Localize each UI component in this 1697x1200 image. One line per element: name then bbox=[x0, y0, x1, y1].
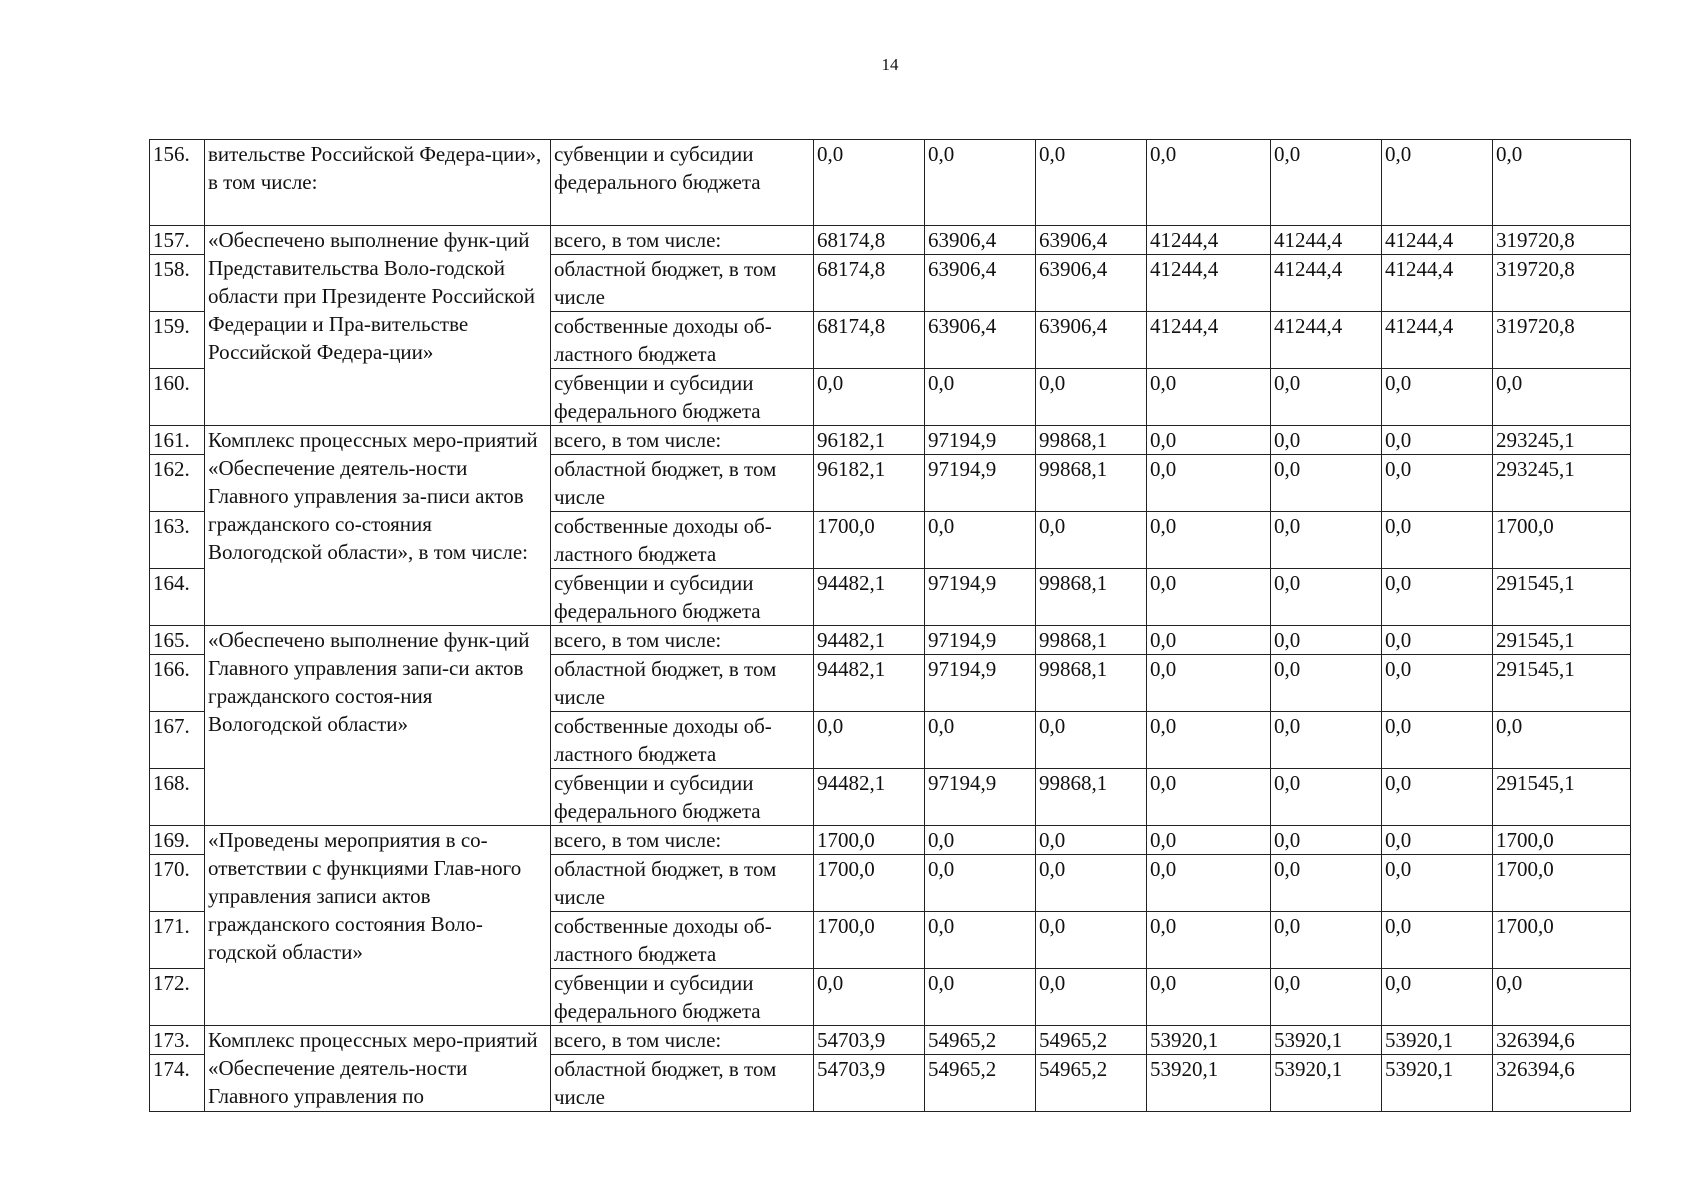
value-cell: 0,0 bbox=[1036, 912, 1147, 969]
row-description: Комплекс процессных меро-приятий «Обеспечение деятель-ности Главного управления по bbox=[205, 1026, 551, 1112]
value-cell: 0,0 bbox=[925, 855, 1036, 912]
value-cell: 99868,1 bbox=[1036, 769, 1147, 826]
value-cell: 99868,1 bbox=[1036, 569, 1147, 626]
table-row bbox=[150, 826, 1631, 855]
value-cell: 0,0 bbox=[1493, 969, 1631, 1026]
funding-source: областной бюджет, в том числе bbox=[551, 255, 814, 312]
value-cell: 63906,4 bbox=[1036, 255, 1147, 312]
value-cell: 94482,1 bbox=[814, 569, 925, 626]
row-description: Комплекс процессных меро-приятий «Обеспечение деятель-ности Главного управления за-писи актов гражданского со-стояния Вологодской области», в том числе: bbox=[205, 426, 551, 626]
value-cell: 97194,9 bbox=[925, 455, 1036, 512]
funding-source: собственные доходы об-ластного бюджета bbox=[551, 312, 814, 369]
row-number: 158. bbox=[150, 255, 205, 312]
value-cell: 0,0 bbox=[1271, 140, 1382, 226]
row-number: 157. bbox=[150, 226, 205, 255]
row-number: 170. bbox=[150, 855, 205, 912]
row-description: «Проведены мероприятия в со-ответствии с функциями Глав-ного управления записи актов гражданского состояния Воло-годской области» bbox=[205, 826, 551, 1026]
value-cell: 0,0 bbox=[1147, 712, 1271, 769]
row-number: 173. bbox=[150, 1026, 205, 1055]
value-cell: 0,0 bbox=[1036, 512, 1147, 569]
value-cell: 0,0 bbox=[1271, 626, 1382, 655]
value-cell: 94482,1 bbox=[814, 769, 925, 826]
value-cell: 0,0 bbox=[814, 969, 925, 1026]
row-number: 156. bbox=[150, 140, 205, 226]
value-cell: 1700,0 bbox=[1493, 855, 1631, 912]
row-number: 163. bbox=[150, 512, 205, 569]
row-number: 160. bbox=[150, 369, 205, 426]
value-cell: 0,0 bbox=[1382, 912, 1493, 969]
value-cell: 53920,1 bbox=[1271, 1026, 1382, 1055]
value-cell: 0,0 bbox=[1493, 140, 1631, 226]
value-cell: 0,0 bbox=[814, 369, 925, 426]
value-cell: 0,0 bbox=[1147, 369, 1271, 426]
value-cell: 97194,9 bbox=[925, 626, 1036, 655]
value-cell: 41244,4 bbox=[1147, 255, 1271, 312]
value-cell: 63906,4 bbox=[925, 255, 1036, 312]
funding-source: всего, в том числе: bbox=[551, 426, 814, 455]
value-cell: 41244,4 bbox=[1271, 226, 1382, 255]
value-cell: 0,0 bbox=[1147, 626, 1271, 655]
value-cell: 0,0 bbox=[925, 369, 1036, 426]
value-cell: 293245,1 bbox=[1493, 426, 1631, 455]
value-cell: 0,0 bbox=[1147, 826, 1271, 855]
value-cell: 99868,1 bbox=[1036, 426, 1147, 455]
value-cell: 291545,1 bbox=[1493, 769, 1631, 826]
table-row bbox=[150, 626, 1631, 655]
funding-source: областной бюджет, в том числе bbox=[551, 655, 814, 712]
value-cell: 0,0 bbox=[1271, 655, 1382, 712]
value-cell: 97194,9 bbox=[925, 426, 1036, 455]
value-cell: 41244,4 bbox=[1147, 226, 1271, 255]
value-cell: 1700,0 bbox=[1493, 912, 1631, 969]
value-cell: 53920,1 bbox=[1271, 1055, 1382, 1112]
funding-source: субвенции и субсидии федерального бюджета bbox=[551, 969, 814, 1026]
row-number: 162. bbox=[150, 455, 205, 512]
funding-source: собственные доходы об-ластного бюджета bbox=[551, 512, 814, 569]
funding-source: всего, в том числе: bbox=[551, 226, 814, 255]
value-cell: 0,0 bbox=[1147, 140, 1271, 226]
value-cell: 0,0 bbox=[925, 512, 1036, 569]
funding-source: субвенции и субсидии федерального бюджета bbox=[551, 769, 814, 826]
value-cell: 0,0 bbox=[1147, 912, 1271, 969]
value-cell: 99868,1 bbox=[1036, 655, 1147, 712]
value-cell: 0,0 bbox=[1382, 826, 1493, 855]
value-cell: 53920,1 bbox=[1147, 1055, 1271, 1112]
value-cell: 0,0 bbox=[1271, 969, 1382, 1026]
value-cell: 1700,0 bbox=[1493, 826, 1631, 855]
row-number: 164. bbox=[150, 569, 205, 626]
value-cell: 293245,1 bbox=[1493, 455, 1631, 512]
value-cell: 0,0 bbox=[1147, 426, 1271, 455]
value-cell: 97194,9 bbox=[925, 569, 1036, 626]
value-cell: 0,0 bbox=[1147, 855, 1271, 912]
value-cell: 0,0 bbox=[1036, 369, 1147, 426]
row-number: 174. bbox=[150, 1055, 205, 1112]
value-cell: 0,0 bbox=[1382, 769, 1493, 826]
value-cell: 0,0 bbox=[1271, 712, 1382, 769]
value-cell: 319720,8 bbox=[1493, 255, 1631, 312]
value-cell: 1700,0 bbox=[814, 512, 925, 569]
value-cell: 96182,1 bbox=[814, 426, 925, 455]
value-cell: 1700,0 bbox=[1493, 512, 1631, 569]
row-number: 169. bbox=[150, 826, 205, 855]
value-cell: 41244,4 bbox=[1382, 312, 1493, 369]
value-cell: 53920,1 bbox=[1382, 1026, 1493, 1055]
value-cell: 291545,1 bbox=[1493, 569, 1631, 626]
funding-source: субвенции и субсидии федерального бюджета bbox=[551, 569, 814, 626]
value-cell: 54965,2 bbox=[925, 1055, 1036, 1112]
value-cell: 63906,4 bbox=[1036, 226, 1147, 255]
value-cell: 41244,4 bbox=[1382, 226, 1493, 255]
table-row bbox=[150, 1026, 1631, 1055]
value-cell: 97194,9 bbox=[925, 769, 1036, 826]
row-number: 166. bbox=[150, 655, 205, 712]
value-cell: 41244,4 bbox=[1382, 255, 1493, 312]
value-cell: 0,0 bbox=[1271, 369, 1382, 426]
value-cell: 291545,1 bbox=[1493, 655, 1631, 712]
value-cell: 63906,4 bbox=[1036, 312, 1147, 369]
value-cell: 0,0 bbox=[1036, 140, 1147, 226]
row-number: 172. bbox=[150, 969, 205, 1026]
value-cell: 41244,4 bbox=[1271, 255, 1382, 312]
value-cell: 0,0 bbox=[925, 969, 1036, 1026]
value-cell: 97194,9 bbox=[925, 655, 1036, 712]
value-cell: 68174,8 bbox=[814, 312, 925, 369]
value-cell: 0,0 bbox=[1382, 969, 1493, 1026]
value-cell: 1700,0 bbox=[814, 912, 925, 969]
value-cell: 0,0 bbox=[1271, 912, 1382, 969]
value-cell: 63906,4 bbox=[925, 312, 1036, 369]
value-cell: 326394,6 bbox=[1493, 1055, 1631, 1112]
value-cell: 0,0 bbox=[1382, 569, 1493, 626]
value-cell: 0,0 bbox=[1036, 826, 1147, 855]
row-number: 167. bbox=[150, 712, 205, 769]
value-cell: 96182,1 bbox=[814, 455, 925, 512]
page-number: 14 bbox=[881, 55, 899, 74]
value-cell: 0,0 bbox=[1271, 826, 1382, 855]
value-cell: 68174,8 bbox=[814, 255, 925, 312]
value-cell: 1700,0 bbox=[814, 826, 925, 855]
value-cell: 0,0 bbox=[1271, 769, 1382, 826]
row-number: 165. bbox=[150, 626, 205, 655]
table-row bbox=[150, 426, 1631, 455]
value-cell: 54965,2 bbox=[925, 1026, 1036, 1055]
value-cell: 0,0 bbox=[925, 912, 1036, 969]
value-cell: 0,0 bbox=[1382, 369, 1493, 426]
value-cell: 0,0 bbox=[1271, 855, 1382, 912]
value-cell: 0,0 bbox=[1036, 969, 1147, 1026]
value-cell: 0,0 bbox=[1493, 712, 1631, 769]
value-cell: 53920,1 bbox=[1147, 1026, 1271, 1055]
value-cell: 0,0 bbox=[925, 140, 1036, 226]
value-cell: 54703,9 bbox=[814, 1026, 925, 1055]
value-cell: 54703,9 bbox=[814, 1055, 925, 1112]
value-cell: 0,0 bbox=[1382, 426, 1493, 455]
value-cell: 0,0 bbox=[1147, 569, 1271, 626]
value-cell: 0,0 bbox=[814, 712, 925, 769]
value-cell: 54965,2 bbox=[1036, 1055, 1147, 1112]
value-cell: 99868,1 bbox=[1036, 626, 1147, 655]
value-cell: 0,0 bbox=[1382, 655, 1493, 712]
value-cell: 0,0 bbox=[1147, 512, 1271, 569]
value-cell: 0,0 bbox=[1382, 140, 1493, 226]
budget-table bbox=[149, 139, 1631, 1112]
table-row bbox=[150, 140, 1631, 226]
row-description: «Обеспечено выполнение функ-ций Главного управления запи-си актов гражданского состоя-ния Вологодской области» bbox=[205, 626, 551, 826]
value-cell: 0,0 bbox=[1382, 712, 1493, 769]
value-cell: 63906,4 bbox=[925, 226, 1036, 255]
funding-source: областной бюджет, в том числе bbox=[551, 455, 814, 512]
value-cell: 53920,1 bbox=[1382, 1055, 1493, 1112]
value-cell: 0,0 bbox=[1147, 969, 1271, 1026]
funding-source: областной бюджет, в том числе bbox=[551, 855, 814, 912]
value-cell: 0,0 bbox=[1271, 512, 1382, 569]
row-description: «Обеспечено выполнение функ-ций Представительства Воло-годской области при Президенте Российской Федерации и Пра-вительстве Российской Федера-ции» bbox=[205, 226, 551, 426]
value-cell: 319720,8 bbox=[1493, 226, 1631, 255]
value-cell: 0,0 bbox=[1036, 712, 1147, 769]
value-cell: 0,0 bbox=[814, 140, 925, 226]
value-cell: 0,0 bbox=[1382, 455, 1493, 512]
funding-source: всего, в том числе: bbox=[551, 826, 814, 855]
value-cell: 41244,4 bbox=[1271, 312, 1382, 369]
value-cell: 0,0 bbox=[1382, 512, 1493, 569]
value-cell: 99868,1 bbox=[1036, 455, 1147, 512]
value-cell: 0,0 bbox=[1382, 626, 1493, 655]
funding-source: собственные доходы об-ластного бюджета bbox=[551, 912, 814, 969]
row-number: 171. bbox=[150, 912, 205, 969]
value-cell: 0,0 bbox=[1493, 369, 1631, 426]
value-cell: 0,0 bbox=[1147, 655, 1271, 712]
funding-source: областной бюджет, в том числе bbox=[551, 1055, 814, 1112]
funding-source: всего, в том числе: bbox=[551, 1026, 814, 1055]
value-cell: 0,0 bbox=[1147, 455, 1271, 512]
funding-source: всего, в том числе: bbox=[551, 626, 814, 655]
value-cell: 0,0 bbox=[1036, 855, 1147, 912]
value-cell: 291545,1 bbox=[1493, 626, 1631, 655]
value-cell: 0,0 bbox=[1382, 855, 1493, 912]
value-cell: 0,0 bbox=[925, 826, 1036, 855]
value-cell: 41244,4 bbox=[1147, 312, 1271, 369]
value-cell: 0,0 bbox=[1147, 769, 1271, 826]
value-cell: 0,0 bbox=[1271, 569, 1382, 626]
row-number: 168. bbox=[150, 769, 205, 826]
value-cell: 1700,0 bbox=[814, 855, 925, 912]
funding-source: субвенции и субсидии федерального бюджета bbox=[551, 369, 814, 426]
value-cell: 0,0 bbox=[1271, 426, 1382, 455]
row-number: 161. bbox=[150, 426, 205, 455]
value-cell: 54965,2 bbox=[1036, 1026, 1147, 1055]
value-cell: 68174,8 bbox=[814, 226, 925, 255]
row-number: 159. bbox=[150, 312, 205, 369]
row-description: вительстве Российской Федера-ции», в том числе: bbox=[205, 140, 551, 226]
value-cell: 94482,1 bbox=[814, 655, 925, 712]
value-cell: 326394,6 bbox=[1493, 1026, 1631, 1055]
value-cell: 0,0 bbox=[925, 712, 1036, 769]
value-cell: 94482,1 bbox=[814, 626, 925, 655]
funding-source: собственные доходы об-ластного бюджета bbox=[551, 712, 814, 769]
table-row bbox=[150, 226, 1631, 255]
funding-source: субвенции и субсидии федерального бюджета bbox=[551, 140, 814, 226]
value-cell: 0,0 bbox=[1271, 455, 1382, 512]
value-cell: 319720,8 bbox=[1493, 312, 1631, 369]
